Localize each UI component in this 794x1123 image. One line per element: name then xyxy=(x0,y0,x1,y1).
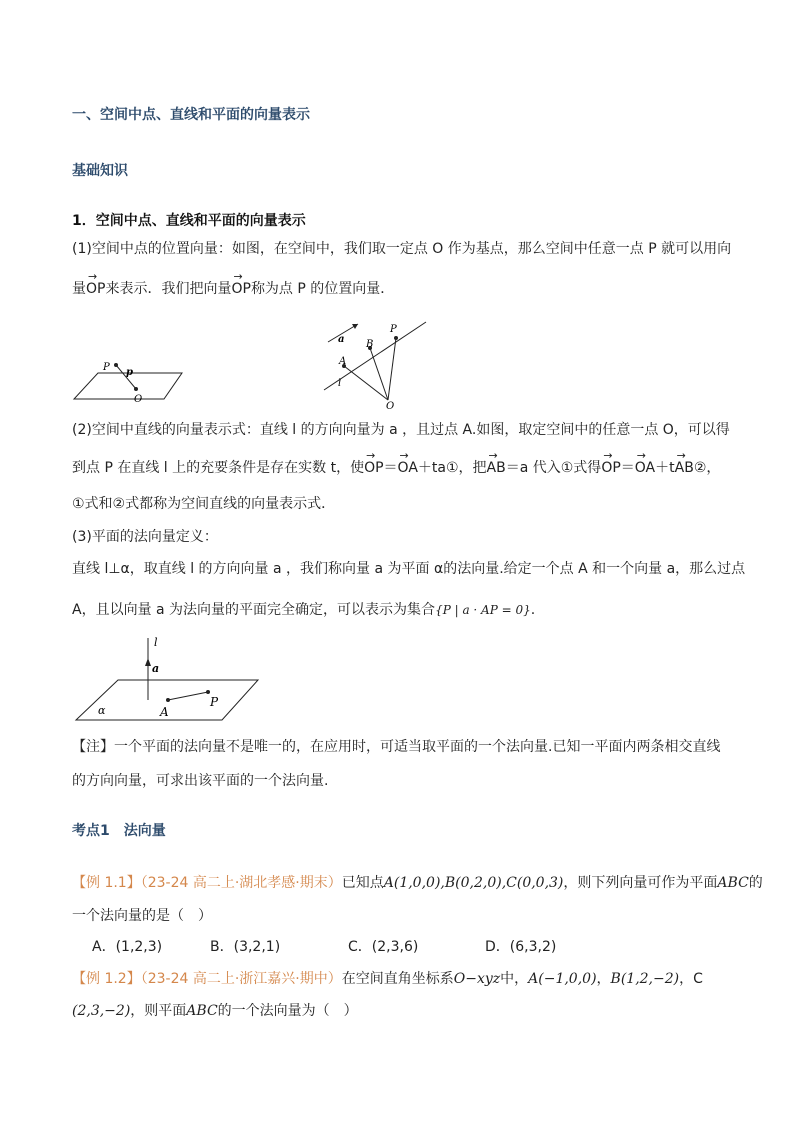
fig3-label-l: l xyxy=(154,636,158,649)
para1-line1: (1)空间中点的位置向量：如图，在空间中，我们取一定点 O 作为基点，那么空间中任意一点 P 就可以用向 xyxy=(72,241,732,257)
fig2-label-o: O xyxy=(386,401,395,410)
para3-title: (3)平面的法向量定义： xyxy=(72,529,218,545)
fig2-label-b: B xyxy=(366,339,374,350)
figure-line-vector xyxy=(310,318,440,410)
para3-line1: 直线 l⊥α，取直线 l 的方向向量 a ，我们称向量 a 为平面 α的法向量.给定一个点 A 和一个向量 a，那么过点 xyxy=(72,561,746,577)
fig1-label-vec-p: p xyxy=(126,367,133,378)
fig2-label-p: P xyxy=(390,324,397,335)
example-1-2: 【例 1.2】（23-24 高二上·浙江嘉兴·期中）在空间直角坐标系O−xyz中，A(−1,0,0)，B(1,2,−2)，C xyxy=(72,971,703,987)
fig3-label-P: P xyxy=(210,695,219,709)
vector-op: → OP xyxy=(231,279,250,299)
option-c: C．(2,3,6) xyxy=(348,939,419,955)
note-line2: 的方向向量，可求出该平面的一个法向量. xyxy=(72,773,329,789)
para2-line2: 到点 P 在直线 l 上的充要条件是存在实数 t，使→ OP＝→ OA＋ta①，把→ AB＝a 代入①式得→ OP＝→ OA＋t→ AB②， xyxy=(72,458,720,478)
figure-position-vector xyxy=(70,355,190,405)
example-1-2-line2: (2,3,−2)，则平面ABC的一个法向量为（ ） xyxy=(72,1003,358,1019)
fig3-label-A: A xyxy=(160,705,169,719)
vector-op: → OP xyxy=(86,279,105,299)
fig2-label-A: A xyxy=(339,356,347,367)
para2-line3: ①式和②式都称为空间直线的向量表示式． xyxy=(72,496,336,512)
fig2-label-l: l xyxy=(338,378,342,389)
fig2-label-a: a xyxy=(338,334,345,345)
item1-title: 1．空间中点、直线和平面的向量表示 xyxy=(72,213,306,229)
figure-normal-vector xyxy=(72,634,262,724)
para1-line2: 量→ OP来表示．我们把向量→ OP称为点 P 的位置向量． xyxy=(72,279,394,299)
kaodian-heading: 考点1 法向量 xyxy=(72,823,166,839)
para2-line1: (2)空间中直线的向量表示式：直线 l 的方向向量为 a ，且过点 A.如图，取定空间中的任意一点 O，可以得 xyxy=(72,422,730,438)
option-a: A．(1,2,3) xyxy=(92,939,163,955)
fig1-label-p: P xyxy=(103,362,110,373)
section-title: 一、空间中点、直线和平面的向量表示 xyxy=(72,107,310,123)
example-1-1: 【例 1.1】（23-24 高二上·湖北孝感·期末）已知点A(1,0,0),B(0,2,0),C(0,0,3)，则下列向量可作为平面ABC的 xyxy=(72,875,763,891)
fig1-label-o: O xyxy=(134,394,143,405)
set-expression: {P | a · AP = 0} xyxy=(435,603,531,617)
note-line1: 【注】一个平面的法向量不是唯一的，在应用时，可适当取平面的一个法向量.已知一平面内两条相交直线 xyxy=(72,739,721,755)
option-d: D．(6,3,2) xyxy=(485,939,557,955)
basic-knowledge-heading: 基础知识 xyxy=(72,163,128,179)
option-b: B．(3,2,1) xyxy=(210,939,281,955)
fig3-label-a: a xyxy=(152,662,160,675)
para3-line2: A，且以向量 a 为法向量的平面完全确定，可以表示为集合{P | a · AP = 0}. xyxy=(72,602,536,618)
example-1-1-line2: 一个法向量的是（ ） xyxy=(72,908,212,924)
fig3-label-alpha: α xyxy=(98,704,106,717)
